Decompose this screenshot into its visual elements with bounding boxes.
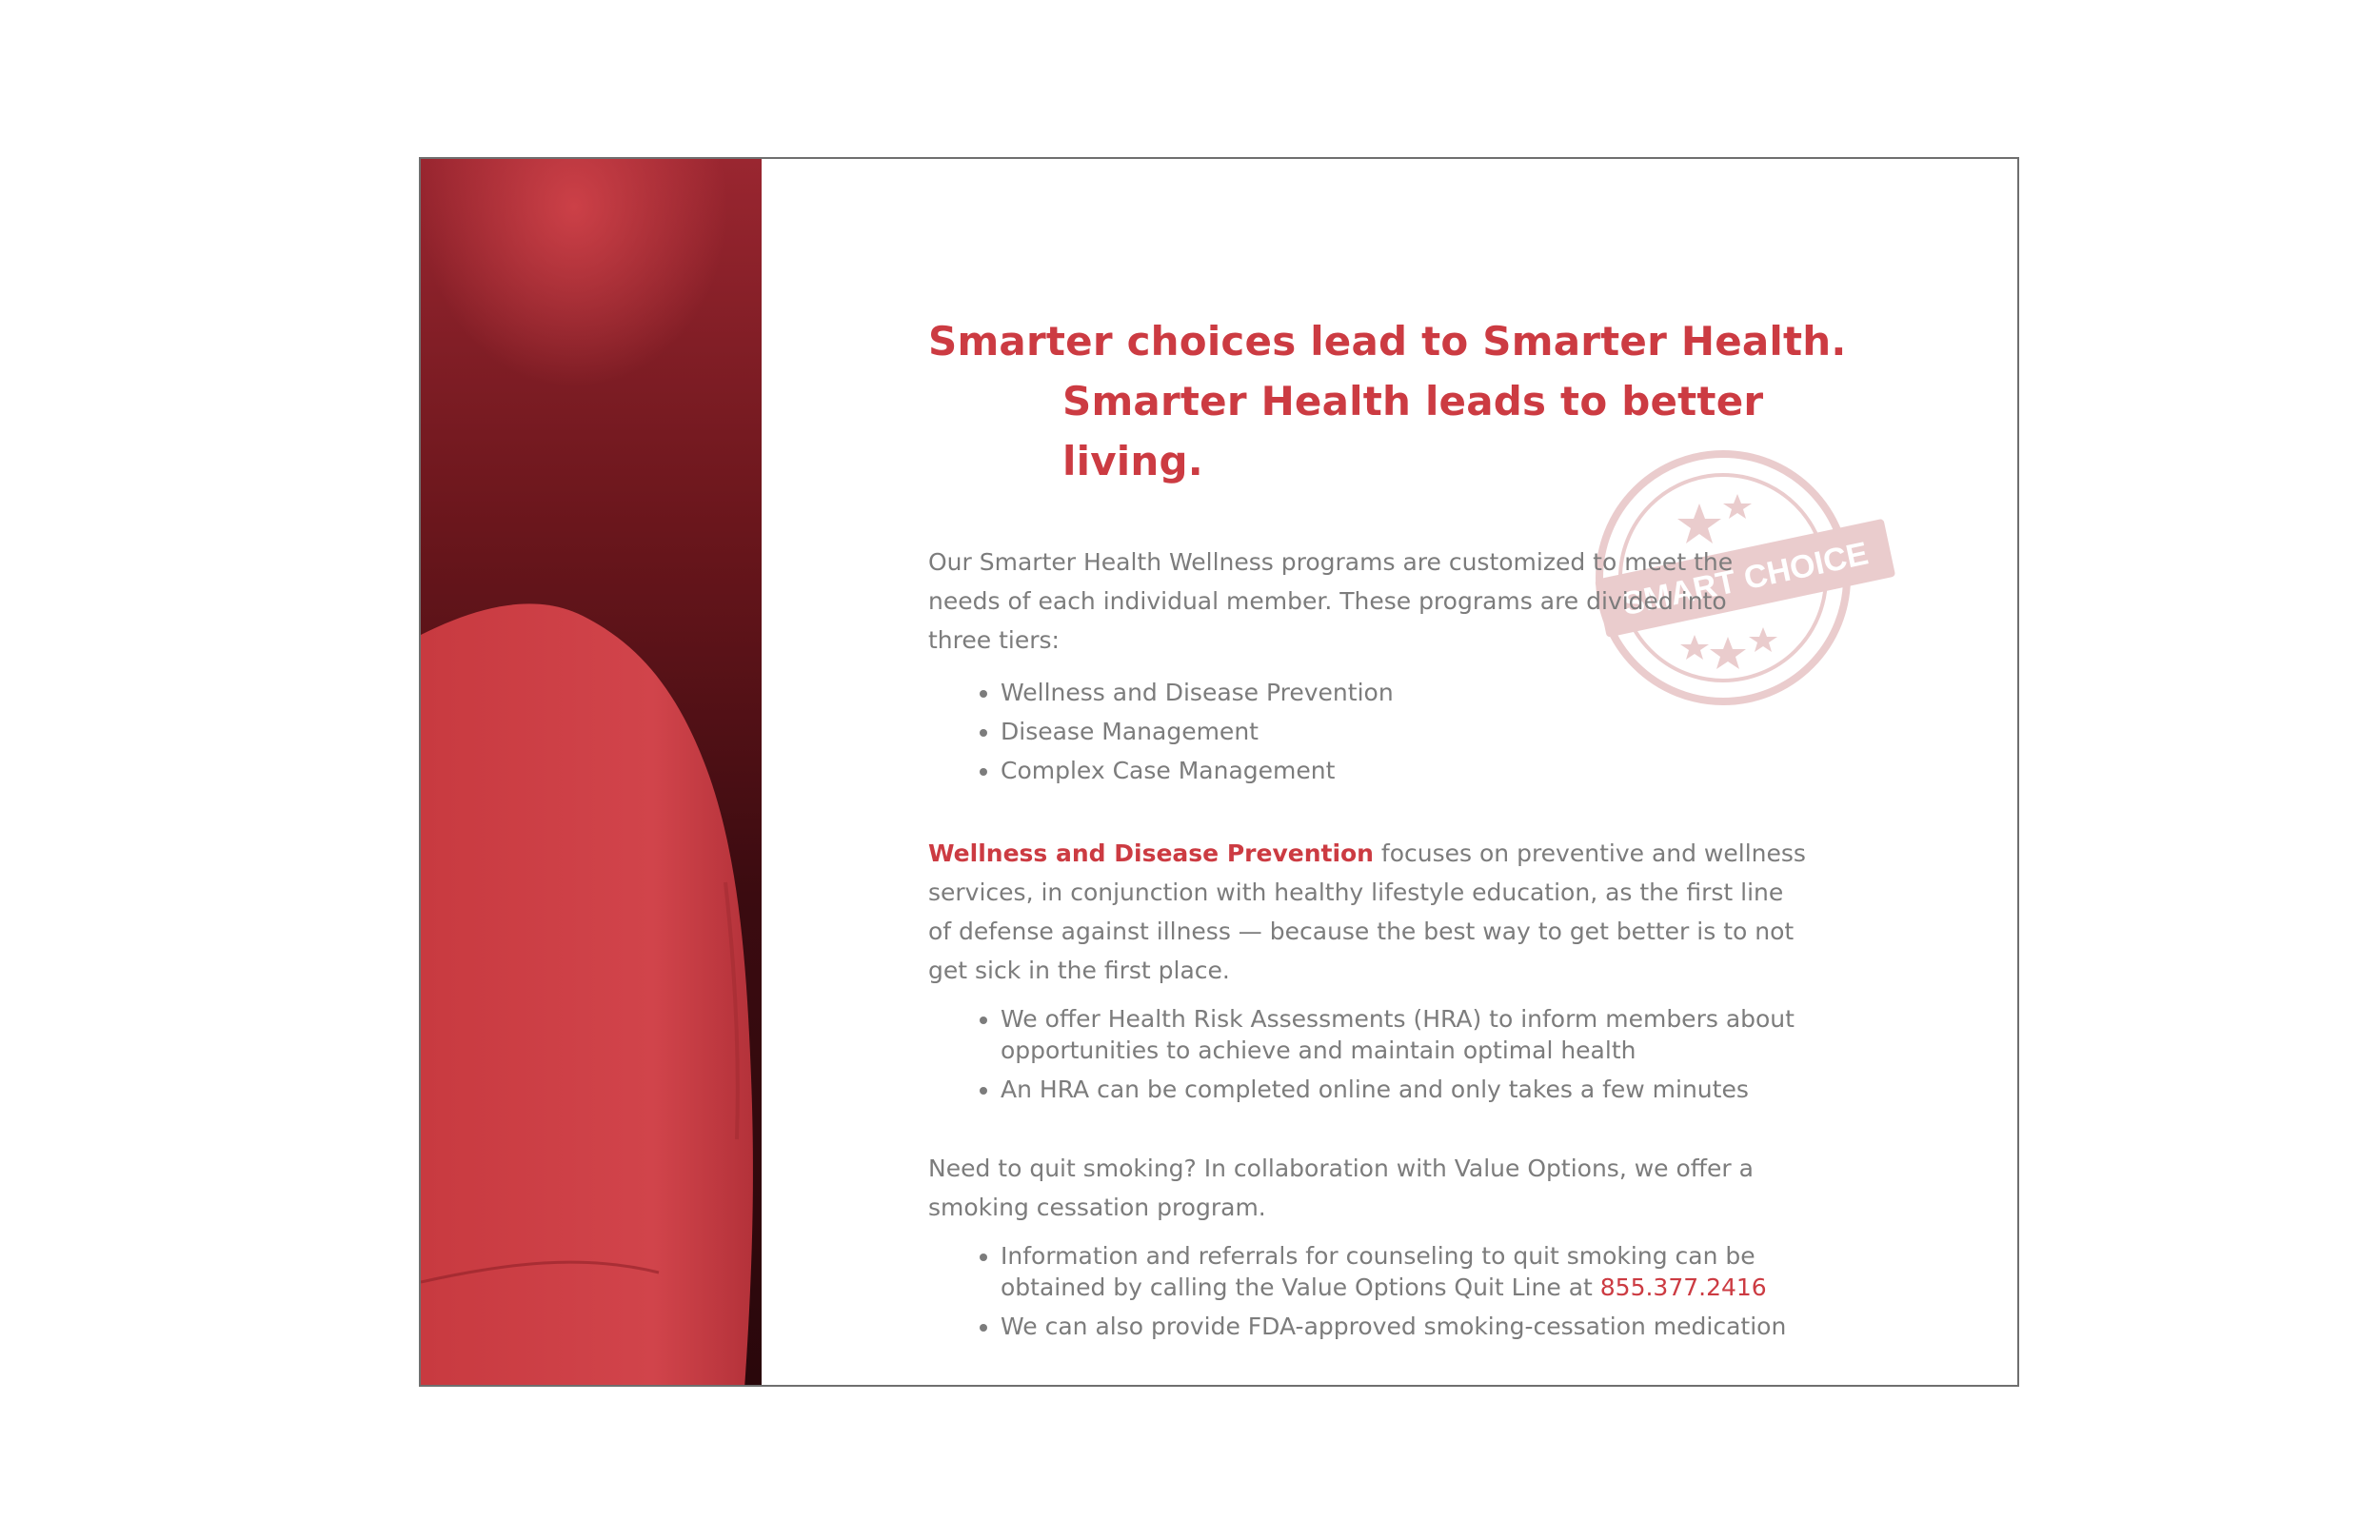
list-item: • We offer Health Risk Assessments (HRA) to inform members about opportunities to achieve and maintain optimal health (1001, 1003, 1861, 1066)
page-frame (419, 157, 2019, 1387)
list-item: • We can also provide FDA-approved smoking-cessation medication (1001, 1311, 1861, 1342)
list-item: • Complex Case Management (1001, 751, 1861, 790)
prevention-paragraph (928, 834, 1809, 990)
headline-line1: Smarter choices lead to Smarter Health. (928, 318, 1847, 365)
photo-panel (421, 159, 762, 1385)
list-item: • An HRA can be completed online and only takes a few minutes (1001, 1074, 1861, 1105)
list-item: • Wellness and Disease Prevention (1001, 673, 1861, 712)
list-item: • Disease Management (1001, 712, 1861, 751)
person-photo (421, 159, 762, 1385)
prevention-text: focuses on preventive and wellness services, in conjunction with healthy lifestyle education, as the first line of defense against illness — because the best way to get better is to not get sick in the first place. (928, 839, 1806, 984)
smoking-list (928, 1240, 1861, 1342)
quit-line-text: Information and referrals for counseling to quit smoking can be obtained by calling the Value Options Quit Line at (1001, 1242, 1755, 1301)
quit-line-phone[interactable]: 855.377.2416 (1599, 1273, 1767, 1301)
prevention-list (928, 1003, 1861, 1105)
headline (928, 311, 1861, 491)
smoking-paragraph: Need to quit smoking? In collaboration with Value Options, we offer a smoking cessation program. (928, 1155, 1754, 1221)
intro-paragraph: Our Smarter Health Wellness programs are customized to meet the needs of each individual member. These programs are divided into three tiers: (928, 548, 1734, 654)
stamp-label: SMART CHOICE (1618, 535, 1872, 623)
tiers-list (928, 673, 1861, 790)
headline-line2: Smarter Health leads to better living. (1062, 378, 1764, 484)
main-content (928, 311, 1861, 1350)
list-item (1001, 1240, 1861, 1303)
prevention-lead: Wellness and Disease Prevention (928, 839, 1374, 867)
